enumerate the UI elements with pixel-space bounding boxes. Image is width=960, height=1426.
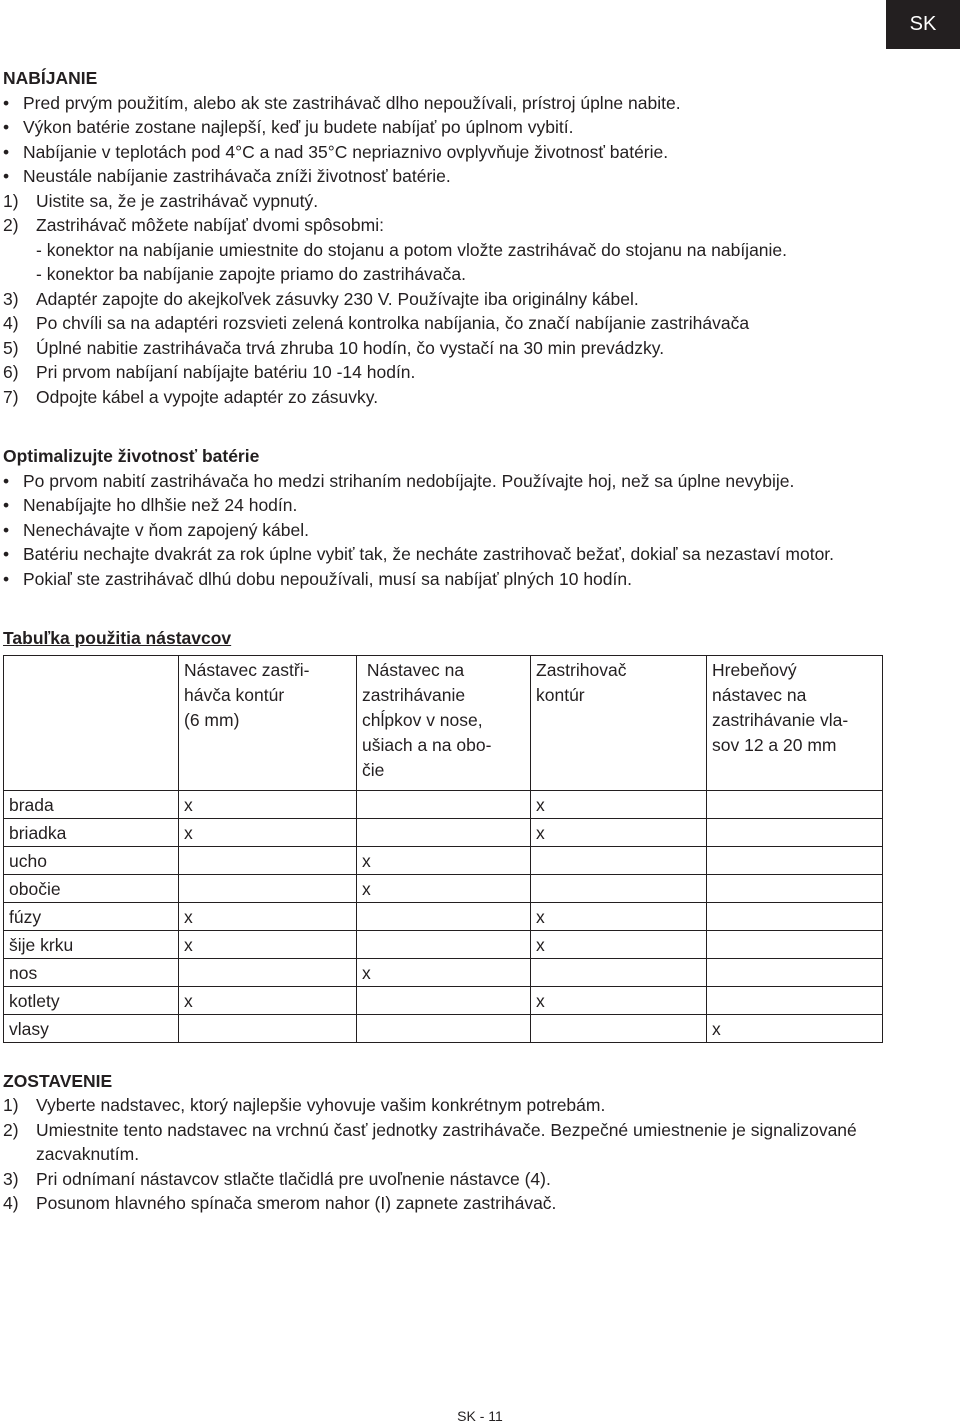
list-item (3, 287, 887, 312)
usage-table (3, 655, 883, 1043)
table-cell (179, 958, 357, 986)
list-item (3, 360, 887, 385)
table-row (4, 1014, 883, 1042)
list-item: • Po prvom nabití zastrihávača ho medzi strihaním nedobíjajte. Používajte hoj, než sa úplne nevybije. (3, 469, 887, 494)
assembly-title: ZOSTAVENIE (3, 1070, 113, 1091)
table-row-label: brada (4, 790, 179, 818)
table-cell: x (357, 846, 531, 874)
step-number: 2) (3, 1119, 19, 1140)
table-row (4, 902, 883, 930)
step-text: Adaptér zapojte do akejkoľvek zásuvky 230 V. Používajte iba originálny kábel. (36, 288, 639, 309)
table-cell: x (179, 790, 357, 818)
table-cell (179, 1014, 357, 1042)
step-text: Vyberte nadstavec, ktorý najlepšie vyhovuje vašim konkrétnym potrebám. (36, 1095, 606, 1115)
list-item: • Výkon batérie zostane najlepší, keď ju budete nabíjať po úplnom vybití. (3, 115, 887, 140)
table-cell: x (531, 790, 707, 818)
table-header-cell: Nástavec zastři- hávča kontúr (6 mm) (179, 655, 357, 790)
step-number: 3) (3, 1168, 19, 1189)
step-number: 2) (3, 215, 19, 235)
step-text: Odpojte kábel a vypojte adaptér zo zásuvky. (36, 386, 379, 407)
step-text: Zastrihávač môžete nabíjať dvomi spôsobmi: (36, 215, 384, 235)
step-text: Posunom hlavného spínača smerom nahor (I) zapnete zastrihávač. (36, 1193, 557, 1213)
list-item: • Pokiaľ ste zastrihávač dlhú dobu nepoužívali, musí sa nabíjať plných 10 hodín. (3, 567, 887, 592)
step-number: 3) (3, 288, 19, 309)
table-cell (707, 818, 883, 846)
table-row (4, 846, 883, 874)
step-text: Uistite sa, že je zastrihávač vypnutý. (36, 190, 319, 211)
charging-section (3, 66, 887, 409)
optimize-title: Optimalizujte životnosť batérie (3, 446, 260, 466)
table-row (4, 930, 883, 958)
list-item (3, 336, 887, 361)
table-row-label: šije krku (4, 930, 179, 958)
list-item: • Pred prvým použitím, alebo ak ste zastrihávač dlho nepoužívali, prístroj úplne nabite. (3, 91, 887, 116)
table-cell: x (531, 818, 707, 846)
table-cell (707, 986, 883, 1014)
table-cell (707, 846, 883, 874)
table-row-label: obočie (4, 874, 179, 902)
step-number: 6) (3, 362, 19, 382)
step-number: 5) (3, 337, 19, 358)
optimize-bullets (3, 469, 887, 592)
charging-bullets (3, 91, 887, 189)
list-item (3, 1191, 887, 1216)
usage-table-title: Tabuľka použitia nástavcov (3, 628, 232, 648)
page-number: SK - 11 (457, 1408, 503, 1424)
step-number: 1) (3, 190, 19, 211)
assembly-steps (3, 1093, 887, 1216)
table-cell: x (707, 1014, 883, 1042)
list-item (3, 311, 887, 336)
table-cell (357, 902, 531, 930)
step-text: Umiestnite tento nadstavec na vrchnú časť jednotky zastrihávače. Bezpečné umiestnenie je signalizované zacvaknutím. (36, 1119, 857, 1164)
step-text: Úplné nabitie zastrihávača trvá zhruba 10 hodín, čo vystačí na 30 min prevádzky. (36, 337, 665, 358)
table-header-row (4, 655, 883, 790)
table-cell (531, 846, 707, 874)
page-content (3, 66, 887, 1216)
table-cell (357, 1014, 531, 1042)
step-number: 7) (3, 386, 19, 407)
table-cell: x (357, 874, 531, 902)
table-row-label: nos (4, 958, 179, 986)
table-cell: x (531, 902, 707, 930)
table-cell (531, 874, 707, 902)
table-row-label: kotlety (4, 986, 179, 1014)
table-row-label: vlasy (4, 1014, 179, 1042)
table-cell: x (179, 930, 357, 958)
list-item (3, 1118, 887, 1167)
table-cell: x (531, 930, 707, 958)
step-number: 4) (3, 1193, 19, 1213)
table-row-label: fúzy (4, 902, 179, 930)
list-item (3, 385, 887, 410)
table-cell (531, 1014, 707, 1042)
list-item (3, 213, 887, 287)
table-cell: x (179, 902, 357, 930)
table-cell (707, 958, 883, 986)
assembly-section (3, 1069, 887, 1216)
charging-steps (3, 189, 887, 410)
table-cell: x (179, 818, 357, 846)
table-row-label: ucho (4, 846, 179, 874)
table-cell (707, 874, 883, 902)
language-tab: SK (886, 0, 960, 49)
usage-table-section (3, 626, 887, 1043)
step-text: Pri prvom nabíjaní nabíjajte batériu 10 -14 hodín. (36, 362, 416, 382)
table-row (4, 986, 883, 1014)
step-text: Pri odnímaní nástavcov stlačte tlačidlá pre uvoľnenie nástavce (4). (36, 1168, 551, 1189)
table-cell (357, 818, 531, 846)
table-header-cell: Hrebeňový nástavec na zastrihávanie vla- sov 12 a 20 mm (707, 655, 883, 790)
step-text: Po chvíli sa na adaptéri rozsvieti zelená kontrolka nabíjania, čo značí nabíjanie zastrihávača (36, 313, 750, 333)
table-row-label: briadka (4, 818, 179, 846)
charging-title: NABÍJANIE (3, 68, 98, 88)
optimize-section (3, 444, 887, 591)
list-item (3, 1167, 887, 1192)
table-row (4, 874, 883, 902)
table-cell: x (179, 986, 357, 1014)
step-text: - konektor ba nabíjanie zapojte priamo do zastrihávača. (36, 264, 466, 284)
table-cell (707, 902, 883, 930)
list-item (3, 189, 887, 214)
list-item: • Neustále nabíjanie zastrihávača zníži životnosť batérie. (3, 164, 887, 189)
list-item: • Nenechávajte v ňom zapojený kábel. (3, 518, 887, 543)
table-cell (357, 930, 531, 958)
list-item (3, 1093, 887, 1118)
table-row (4, 790, 883, 818)
table-cell (707, 790, 883, 818)
step-number: 4) (3, 313, 19, 333)
step-number: 1) (3, 1095, 19, 1115)
list-item: • Nenabíjajte ho dlhšie než 24 hodín. (3, 493, 887, 518)
table-cell (357, 790, 531, 818)
table-header-cell: Zastrihovač kontúr (531, 655, 707, 790)
table-row (4, 818, 883, 846)
table-row (4, 958, 883, 986)
table-cell (357, 986, 531, 1014)
list-item: • Nabíjanie v teplotách pod 4°C a nad 35°C nepriaznivo ovplyvňuje životnosť batérie. (3, 140, 887, 165)
table-cell (531, 958, 707, 986)
table-header-cell (4, 655, 179, 790)
step-text: - konektor na nabíjanie umiestnite do stojanu a potom vložte zastrihávač do stojanu na nabíjanie. (36, 239, 788, 260)
table-cell: x (531, 986, 707, 1014)
list-item: • Batériu nechajte dvakrát za rok úplne vybiť tak, že necháte zastrihovač bežať, dokiaľ sa nezastaví motor. (3, 542, 887, 567)
table-cell (179, 874, 357, 902)
table-cell (707, 930, 883, 958)
table-header-cell: Nástavec na zastrihávanie chĺpkov v nose, ušiach a na obo- čie (357, 655, 531, 790)
table-cell: x (357, 958, 531, 986)
table-cell (179, 846, 357, 874)
